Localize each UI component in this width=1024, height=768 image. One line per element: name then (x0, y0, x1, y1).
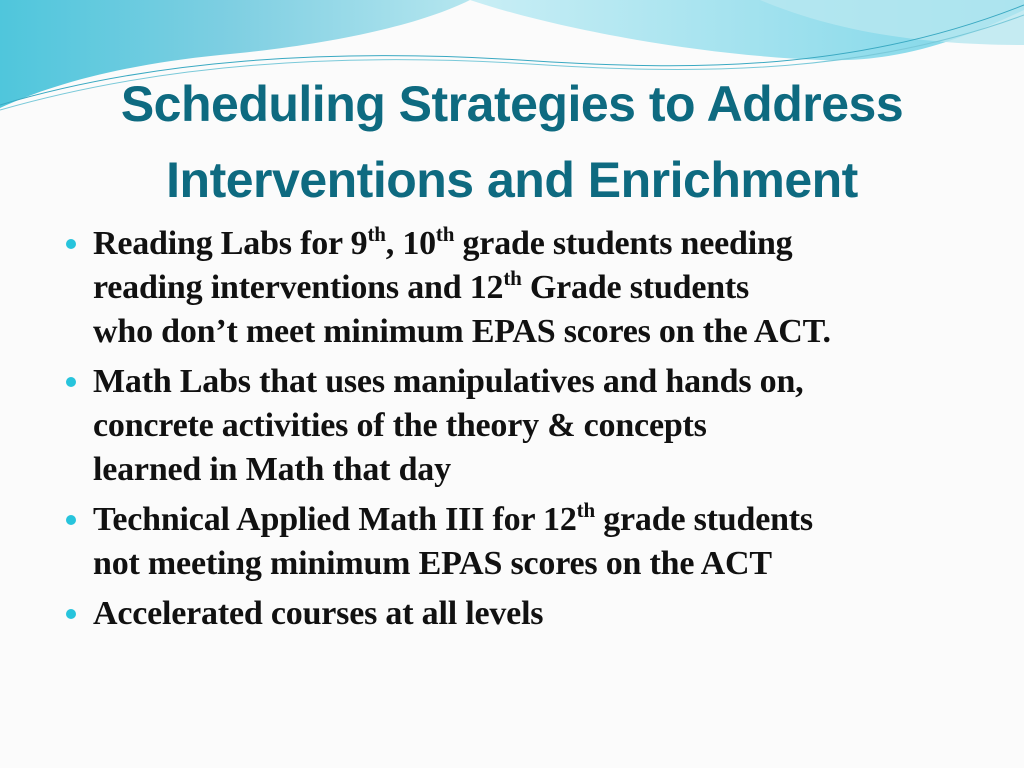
text: who don’t meet minimum EPAS scores on the ACT. (93, 313, 831, 350)
text: grade students needing (454, 225, 793, 262)
text: Accelerated courses at all levels (93, 595, 544, 632)
superscript: th (576, 498, 595, 522)
text: Grade students (521, 269, 750, 306)
text: , 10 (385, 225, 436, 262)
bullet-math-labs (64, 360, 1004, 492)
bullet-dot-icon (66, 609, 76, 619)
superscript: th (435, 222, 455, 246)
bullet-technical-applied-math (64, 498, 1004, 586)
bullet-list (64, 222, 1004, 642)
text: not meeting minimum EPAS scores on the ACT (93, 545, 772, 582)
slide-title (0, 66, 1024, 218)
bullet-dot-icon (66, 515, 76, 525)
superscript: th (367, 222, 386, 246)
bullet-accelerated-courses (64, 592, 1004, 636)
bullet-dot-icon (66, 377, 76, 387)
text: Math Labs that uses manipulatives and hands on, (93, 363, 804, 400)
text: reading interventions and 12 (93, 269, 504, 306)
text: concrete activities of the theory & concepts (93, 407, 707, 444)
slide-title-line-2: Interventions and Enrichment (166, 152, 858, 208)
text: Reading Labs for 9 (93, 225, 368, 262)
text: grade students (594, 501, 813, 538)
text: Technical Applied Math III for 12 (93, 501, 577, 538)
bullet-dot-icon (66, 239, 76, 249)
text: learned in Math that day (93, 451, 451, 488)
superscript: th (503, 266, 522, 290)
bullet-reading-labs (64, 222, 1004, 354)
slide-title-line-1: Scheduling Strategies to Address (120, 76, 904, 132)
